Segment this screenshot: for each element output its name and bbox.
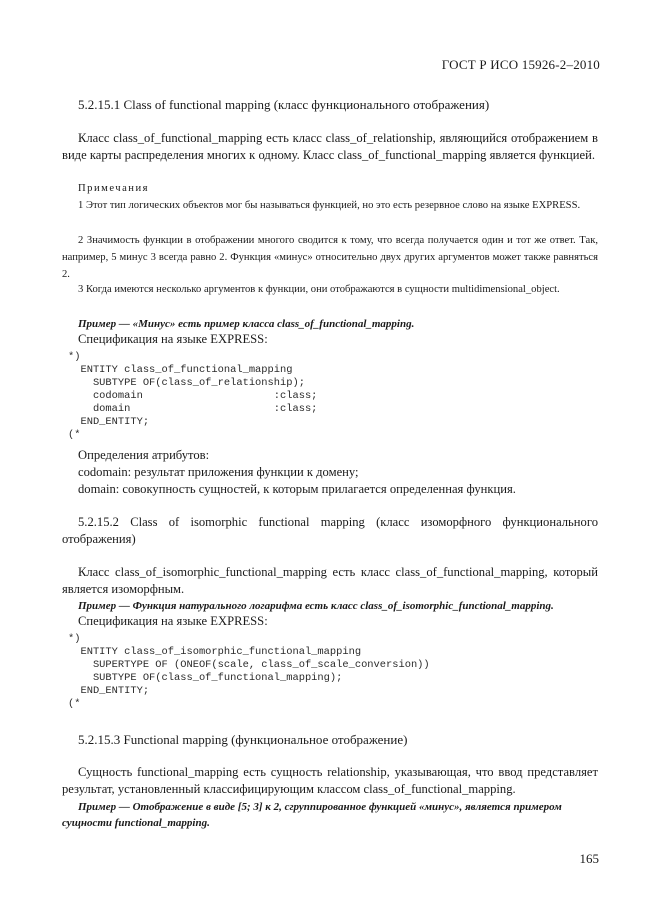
example-5-2-15-3: Пример — Отображение в виде [5; 3] к 2, сгруппированное функцией «минус», является примером сущности functional_mapping.	[62, 801, 562, 829]
note-2: 2 Значимость функции в отображении многого сводится к тому, что всегда получается один и тот же ответ. Так, например, 5 минус 3 всегда равно 2. Функция «минус» относительно двух других аргументов может также равняться 2.	[62, 235, 598, 280]
section-heading-5-2-15-1: 5.2.15.1 Class of functional mapping (класс функционального отображения)	[78, 97, 490, 112]
express-code-block-2: *) ENTITY class_of_isomorphic_functional_mapping SUPERTYPE OF (ONEOF(scale, class_of_scale_conversion)) SUBTYPE OF(class_of_functional_mapping); END_ENTITY; (*	[68, 633, 430, 710]
notes-title: Примечания	[78, 183, 149, 194]
section-heading-5-2-15-3: 5.2.15.3 Functional mapping (функциональное отображение)	[78, 732, 408, 747]
page-number: 165	[579, 851, 599, 866]
attribute-definitions-title: Определения атрибутов:	[78, 448, 210, 462]
attribute-definition-codomain: codomain: результат приложения функции к домену;	[78, 465, 359, 479]
section-paragraph-5-2-15-3: Сущность functional_mapping есть сущность relationship, указывающая, что ввод представляет результат, установленный классифицирующим классом class_of_functional_mapping.	[62, 765, 598, 796]
section-paragraph-5-2-15-2: Класс class_of_isomorphic_functional_mapping есть класс class_of_functional_mapping, который является изоморфным.	[62, 565, 598, 596]
example-5-2-15-1: Пример — «Минус» есть пример класса class_of_functional_mapping.	[78, 318, 415, 330]
note-1: 1 Этот тип логических объектов мог бы называться функцией, но это есть резервное слово на языке EXPRESS.	[78, 200, 581, 211]
section-paragraph-5-2-15-1: Класс class_of_functional_mapping есть класс class_of_relationship, являющийся отображением в виде карты распределения многих к одному. Класс class_of_functional_mapping является функцией.	[62, 131, 598, 162]
express-spec-label-1: Спецификация на языке EXPRESS:	[78, 332, 268, 346]
example-5-2-15-2: Пример — Функция натурального логарифма есть класс class_of_isomorphic_functional_mapping.	[78, 600, 554, 612]
section-heading-5-2-15-2: 5.2.15.2 Class of isomorphic functional mapping (класс изоморфного функционального отображения)	[62, 515, 598, 546]
express-spec-label-2: Спецификация на языке EXPRESS:	[78, 614, 268, 628]
note-3: 3 Когда имеются несколько аргументов к функции, они отображаются в сущности multidimensional_object.	[78, 284, 560, 295]
express-code-block-1: *) ENTITY class_of_functional_mapping SUBTYPE OF(class_of_relationship); codomain :class; domain :class; END_ENTITY; (*	[68, 351, 318, 441]
attribute-definition-domain: domain: совокупность сущностей, к которым прилагается определенная функция.	[78, 482, 516, 496]
document-id-header: ГОСТ Р ИСО 15926-2–2010	[441, 57, 600, 72]
